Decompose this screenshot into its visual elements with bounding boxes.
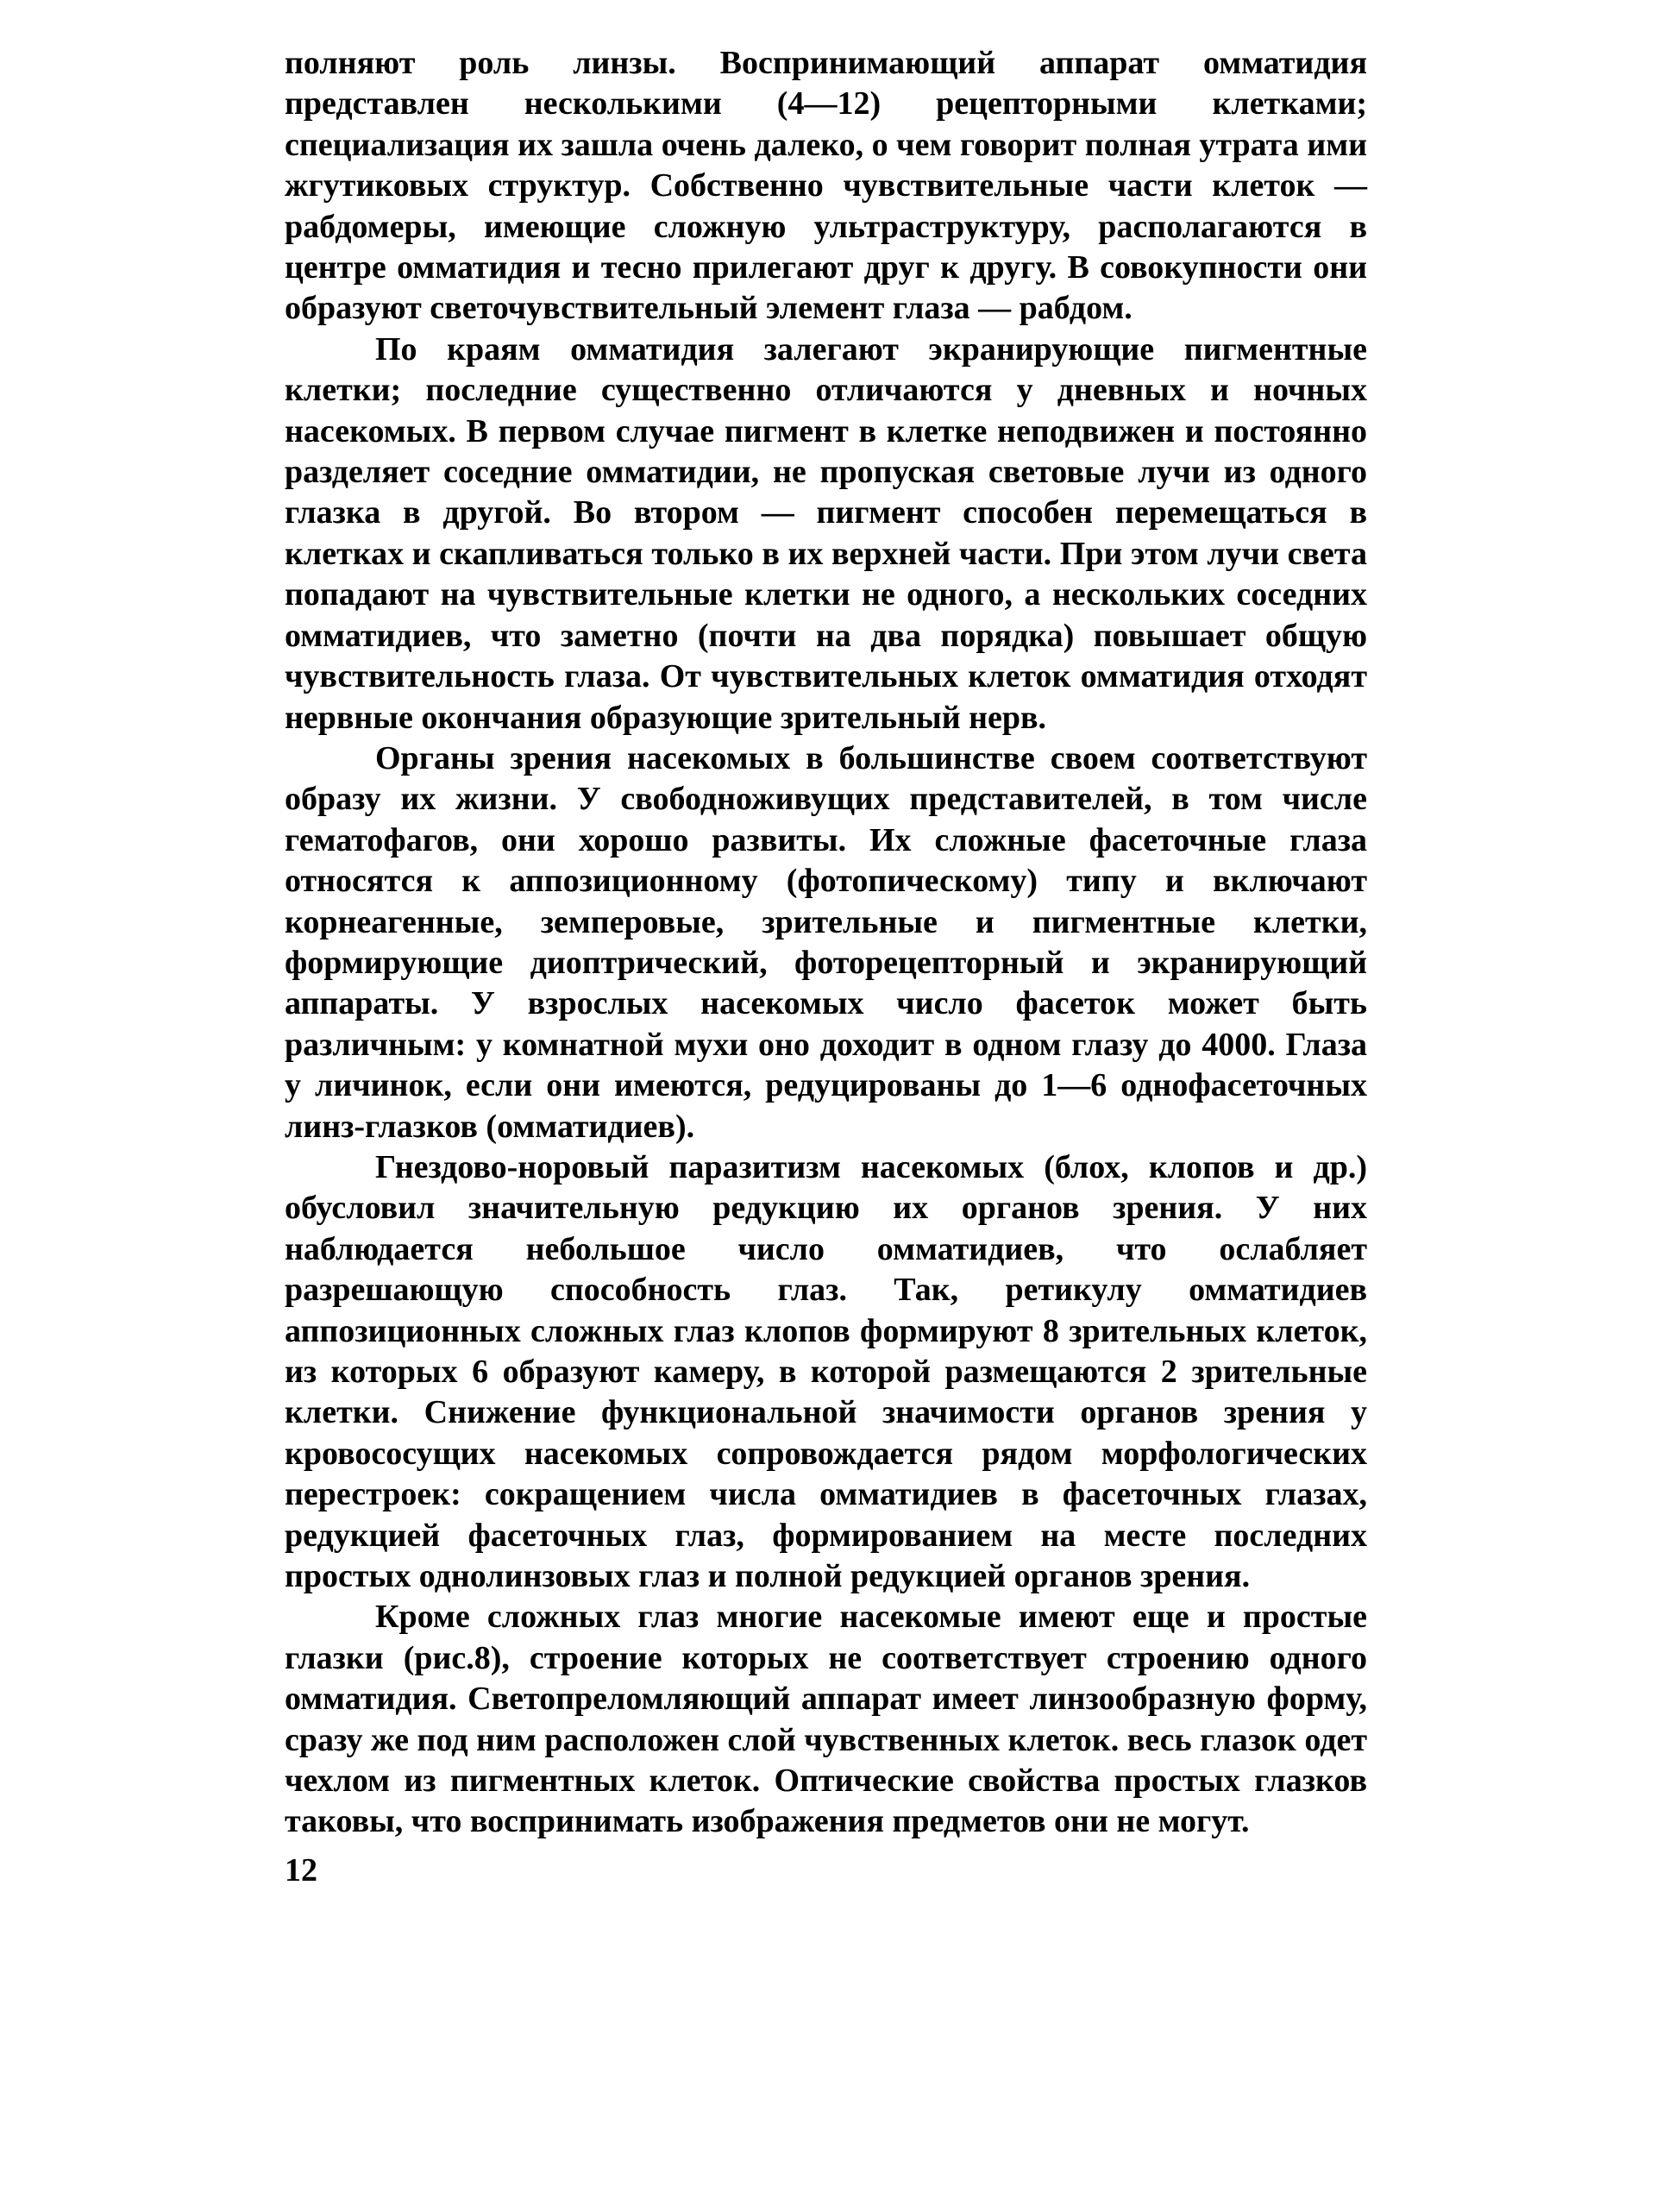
paragraph-1-continuation: полняют роль линзы. Воспринимающий аппарат омматидия представлен несколькими (4—12) рецепторными клетками; специализация их зашла очень далеко, о чем говорит полная утрата ими жгутиковых структур. Собственно чувствительные части клеток — рабдомеры, имеющие сложную ультраструктуру, располагаются в центре омматидия и тесно прилегают друг к другу. В совокупности они образуют светочувствительный элемент глаза — рабдом. — [285, 45, 1367, 327]
paragraph-5: Кроме сложных глаз многие насекомые имеют еще и простые глазки (рис.8), строение которых не соответствует строению одного омматидия. Светопреломляющий аппарат имеет линзообразную форму, сразу же под ним расположен слой чувственных клеток. весь глазок одет чехлом из пигментных клеток. Оптические свойства простых глазков таковы, что воспринимать изображения предметов они не могут. — [285, 1599, 1367, 1840]
paragraph-3: Органы зрения насекомых в большинстве своем соответствуют образу их жизни. У свободноживущих представителей, в том числе гематофагов, они хорошо развиты. Их сложные фасеточные глаза относятся к аппозиционному (фотопическому) типу и включают корнеагенные, земперовые, зрительные и пигментные клетки, формирующие диоптрический, фоторецепторный и экранирующий аппараты. У взрослых насекомых число фасеток может быть различным: у комнатной мухи оно доходит в одном глазу до 4000. Глаза у личинок, если они имеются, редуцированы до 1—6 однофасеточных линз-глазков (омматидиев). — [285, 739, 1367, 1145]
paragraph-4: Гнездово-норовый паразитизм насекомых (блох, клопов и др.) обусловил значительную редукцию их органов зрения. У них наблюдается небольшое число омматидиев, что ослабляет разрешающую способность глаз. Так, ретикулу омматидиев аппозиционных сложных глаз клопов формируют 8 зрительных клеток, из которых 6 образуют камеру, в которой размещаются 2 зрительные клетки. Снижение функциональной значимости органов зрения у кровососущих насекомых сопровождается рядом морфологических перестроек: сокращением числа омматидиев в фасеточных глазах, редукцией фасеточных глаз, формированием на месте последних простых однолинзовых глаз и полной редукцией органов зрения. — [285, 1148, 1367, 1595]
paragraph-2: По краям омматидия залегают экранирующие пигментные клетки; последние существенно отличаются у дневных и ночных насекомых. В первом случае пигмент в клетке неподвижен и постоянно разделяет соседние омматидии, не пропуская световые лучи из одного глазка в другой. Во втором — пигмент способен перемещаться в клетках и скапливаться только в их верхней части. При этом лучи света попадают на чувствительные клетки не одного, а нескольких соседних омматидиев, что заметно (почти на два порядка) повышает общую чувствительность глаза. От чувствительных клеток омматидия отходят нервные окончания образующие зрительный нерв. — [285, 330, 1367, 736]
body-text — [285, 43, 1367, 1843]
page-number: 12 — [285, 1852, 317, 1888]
